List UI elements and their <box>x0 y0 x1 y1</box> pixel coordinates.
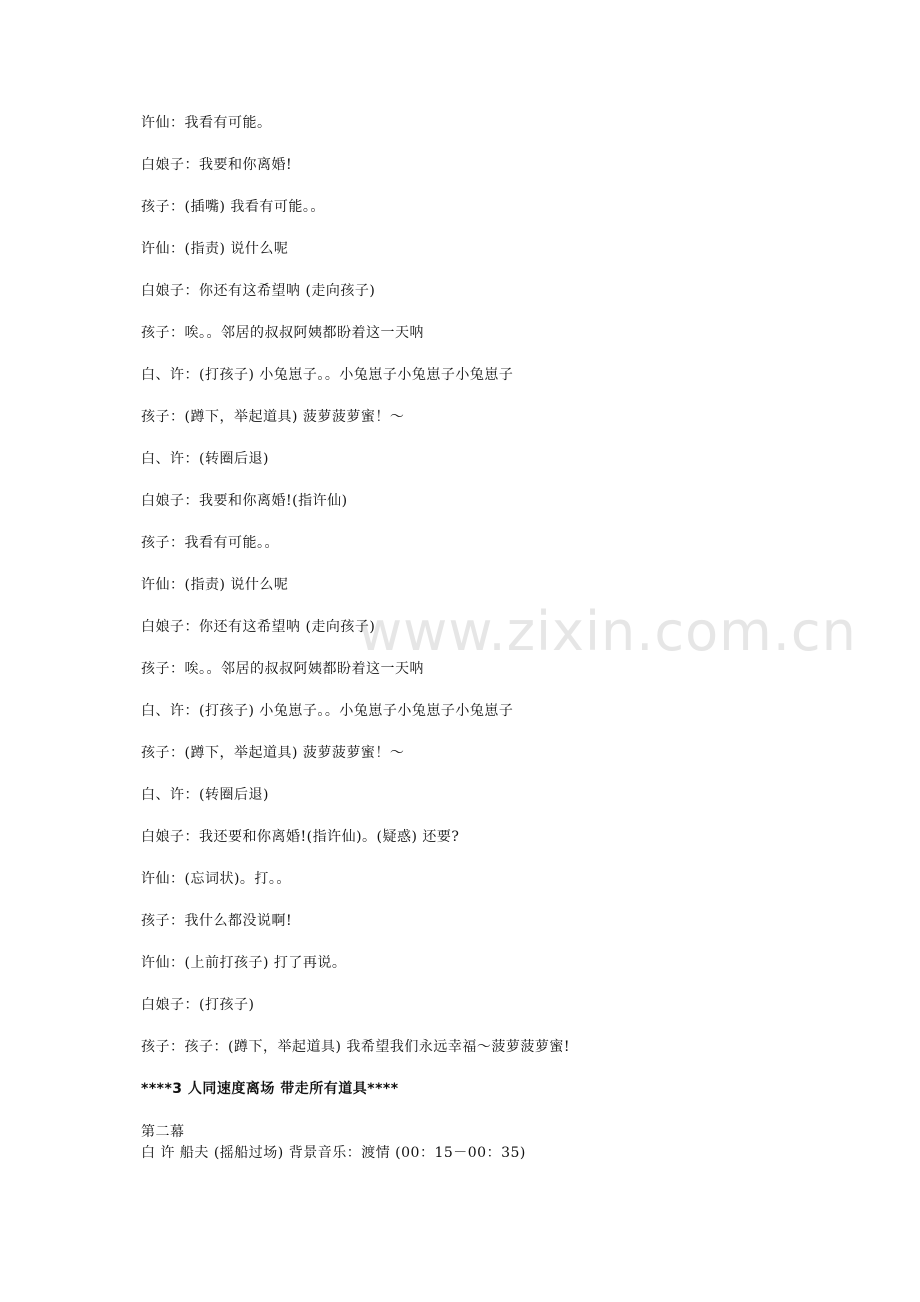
dialogue-line: 许仙：我看有可能。 <box>141 115 272 131</box>
dialogue-line: 孩子：(蹲下，举起道具) 菠萝菠萝蜜！～ <box>141 409 405 425</box>
dialogue-line: 孩子：唉。。邻居的叔叔阿姨都盼着这一天呐 <box>141 661 424 677</box>
dialogue-line: 白娘子：我要和你离婚!(指许仙) <box>141 493 348 509</box>
dialogue-line: 白娘子：(打孩子) <box>141 997 255 1013</box>
dialogue-line: 白、许：(转圈后退) <box>141 787 269 803</box>
dialogue-line: 白娘子：我要和你离婚! <box>141 157 293 173</box>
dialogue-line: 许仙：(上前打孩子) 打了再说。 <box>141 955 347 971</box>
dialogue-line: 白娘子：你还有这希望呐 (走向孩子) <box>141 619 376 635</box>
dialogue-line: 白娘子：你还有这希望呐 (走向孩子) <box>141 283 376 299</box>
stage-direction: ****3 人同速度离场 带走所有道具**** <box>141 1081 399 1097</box>
dialogue-line: 孩子：(蹲下，举起道具) 菠萝菠萝蜜！～ <box>141 745 405 761</box>
dialogue-line: 孩子：我什么都没说啊! <box>141 913 293 929</box>
watermark: www.zixin.com.cn <box>358 600 857 663</box>
act-scene-line: 白 许 船夫 (摇船过场) 背景音乐：渡情 (00：15－00：35) <box>141 1145 526 1161</box>
dialogue-line: 孩子：我看有可能。。 <box>141 535 279 551</box>
dialogue-line: 孩子：唉。。邻居的叔叔阿姨都盼着这一天呐 <box>141 325 424 341</box>
dialogue-line: 许仙：(忘词状)。打。。 <box>141 871 291 887</box>
dialogue-line: 孩子：孩子：(蹲下，举起道具) 我希望我们永远幸福～菠萝菠萝蜜! <box>141 1039 570 1055</box>
dialogue-line: 白、许：(转圈后退) <box>141 451 269 467</box>
dialogue-line: 孩子：(插嘴) 我看有可能。。 <box>141 199 325 215</box>
dialogue-line: 白、许：(打孩子) 小兔崽子。。小兔崽子小兔崽子小兔崽子 <box>141 703 514 719</box>
dialogue-line: 许仙：(指责) 说什么呢 <box>141 241 289 257</box>
act-title: 第二幕 <box>141 1124 185 1140</box>
dialogue-line: 许仙：(指责) 说什么呢 <box>141 577 289 593</box>
dialogue-line: 白娘子：我还要和你离婚!(指许仙)。(疑惑) 还要? <box>141 829 460 845</box>
dialogue-line: 白、许：(打孩子) 小兔崽子。。小兔崽子小兔崽子小兔崽子 <box>141 367 514 383</box>
